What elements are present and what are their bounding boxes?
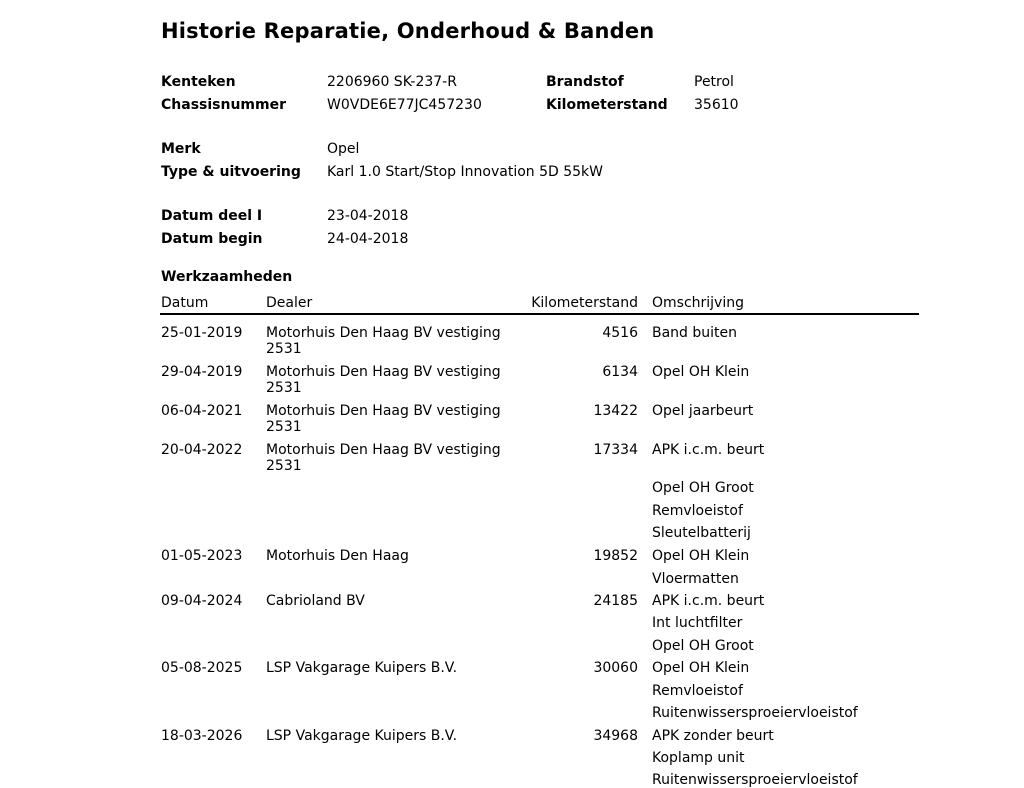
- chassis-value: W0VDE6E77JC457230: [327, 97, 482, 113]
- cell-dealer: Motorhuis Den Haag BV vestiging 2531: [266, 403, 501, 435]
- cell-omschrijving: Sleutelbatterij: [652, 525, 751, 541]
- cell-dealer: Motorhuis Den Haag BV vestiging 2531: [266, 364, 501, 396]
- brandstof-label: Brandstof: [546, 74, 624, 90]
- cell-dealer: LSP Vakgarage Kuipers B.V.: [266, 728, 458, 744]
- cell-omschrijving: Vloermatten: [652, 571, 739, 587]
- cell-omschrijving: Band buiten: [652, 325, 738, 341]
- datum-deel-value: 23-04-2018: [327, 208, 409, 224]
- cell-datum: 20-04-2022: [161, 442, 243, 458]
- kilometerstand-value: 35610: [694, 97, 739, 113]
- work-table: [160, 292, 919, 788]
- cell-kilometerstand: 13422: [593, 403, 638, 419]
- datum-begin-value: 24-04-2018: [327, 231, 409, 247]
- cell-kilometerstand: 19852: [593, 548, 638, 564]
- page-title: Historie Reparatie, Onderhoud & Banden: [161, 19, 655, 43]
- cell-omschrijving: Opel OH Klein: [652, 660, 750, 676]
- cell-omschrijving: Ruitenwissersproeiervloeistof: [652, 705, 858, 721]
- cell-kilometerstand: 34968: [593, 728, 638, 744]
- cell-kilometerstand: 17334: [593, 442, 638, 458]
- cell-omschrijving: Opel OH Groot: [652, 480, 754, 496]
- cell-omschrijving: APK i.c.m. beurt: [652, 593, 765, 609]
- cell-kilometerstand: 4516: [602, 325, 638, 341]
- cell-dealer: LSP Vakgarage Kuipers B.V.: [266, 660, 458, 676]
- cell-datum: 06-04-2021: [161, 403, 243, 419]
- cell-dealer: Cabrioland BV: [266, 593, 365, 609]
- cell-kilometerstand: 24185: [593, 593, 638, 609]
- section-title-werkzaamheden: Werkzaamheden: [161, 269, 293, 285]
- type-value: Karl 1.0 Start/Stop Innovation 5D 55kW: [327, 164, 603, 180]
- datum-deel-label: Datum deel I: [161, 208, 263, 224]
- cell-datum: 18-03-2026: [161, 728, 243, 744]
- cell-omschrijving: Remvloeistof: [652, 683, 743, 699]
- cell-omschrijving: APK zonder beurt: [652, 728, 774, 744]
- cell-datum: 25-01-2019: [161, 325, 243, 341]
- cell-omschrijving: Opel jaarbeurt: [652, 403, 754, 419]
- brandstof-value: Petrol: [694, 74, 734, 90]
- cell-kilometerstand: 30060: [593, 660, 638, 676]
- cell-dealer: Motorhuis Den Haag: [266, 548, 409, 564]
- cell-dealer: Motorhuis Den Haag BV vestiging 2531: [266, 442, 501, 474]
- header-dealer: Dealer: [266, 295, 313, 311]
- cell-omschrijving: APK i.c.m. beurt: [652, 442, 765, 458]
- cell-dealer: Motorhuis Den Haag BV vestiging 2531: [266, 325, 501, 357]
- cell-omschrijving: Opel OH Klein: [652, 548, 750, 564]
- kilometerstand-label: Kilometerstand: [546, 97, 668, 113]
- cell-omschrijving: Int luchtfilter: [652, 615, 743, 631]
- merk-label: Merk: [161, 141, 201, 157]
- kenteken-value: 2206960 SK-237-R: [327, 74, 457, 90]
- cell-omschrijving: Opel OH Groot: [652, 638, 754, 654]
- type-label: Type & uitvoering: [161, 164, 301, 180]
- kenteken-label: Kenteken: [161, 74, 236, 90]
- cell-omschrijving: Koplamp unit: [652, 750, 745, 766]
- header-kilometerstand: Kilometerstand: [531, 295, 638, 311]
- merk-value: Opel: [327, 141, 360, 157]
- header-omschrijving: Omschrijving: [652, 295, 744, 311]
- cell-omschrijving: Ruitenwissersproeiervloeistof: [652, 772, 858, 788]
- cell-datum: 09-04-2024: [161, 593, 243, 609]
- cell-kilometerstand: 6134: [602, 364, 638, 380]
- cell-datum: 01-05-2023: [161, 548, 243, 564]
- chassis-label: Chassisnummer: [161, 97, 286, 113]
- cell-omschrijving: Opel OH Klein: [652, 364, 750, 380]
- cell-datum: 29-04-2019: [161, 364, 243, 380]
- cell-omschrijving: Remvloeistof: [652, 503, 743, 519]
- cell-datum: 05-08-2025: [161, 660, 243, 676]
- table-header: [160, 292, 919, 315]
- header-datum: Datum: [161, 295, 209, 311]
- datum-begin-label: Datum begin: [161, 231, 263, 247]
